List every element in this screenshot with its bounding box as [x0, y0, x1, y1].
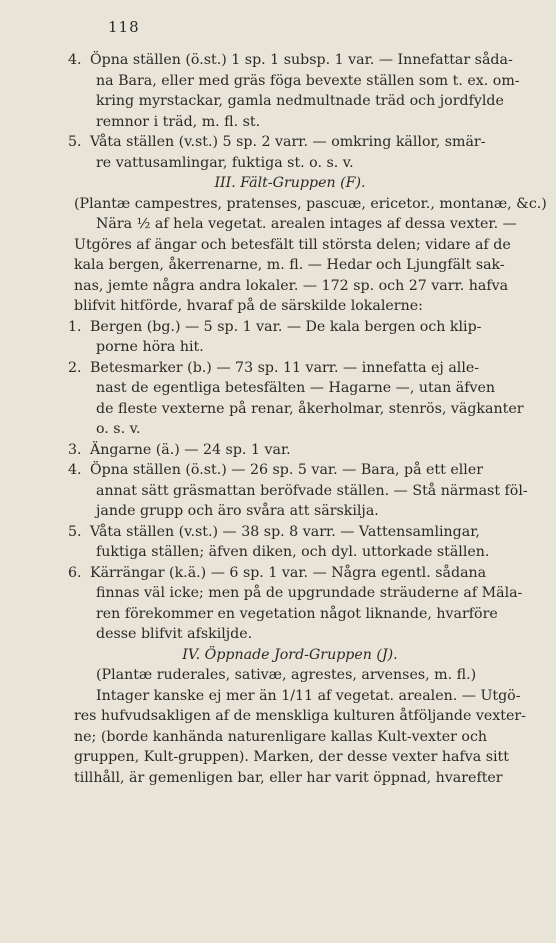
numbered-paragraph-line [68, 358, 506, 379]
line-text: Öpna ställen (ö.st.) 1 sp. 1 subsp. 1 var. — Innefattar såda- [90, 52, 513, 68]
text-line [74, 542, 506, 563]
text-line [74, 747, 509, 768]
line-text: kala bergen, åkerrenarne, m. fl. — Hedar och Ljungfält sak- [74, 257, 505, 273]
line-text: remnor i träd, m. fl. st. [96, 113, 261, 130]
item-number: 5. [68, 134, 82, 150]
text-line [74, 583, 523, 604]
text-line [74, 399, 524, 420]
numbered-paragraph-line [68, 132, 506, 153]
numbered-paragraph-line [68, 317, 506, 338]
item-number: 4. [68, 52, 82, 68]
line-text: fuktiga ställen; äfven diken, och dyl. uttorkade ställen. [96, 544, 490, 560]
line-text: Våta ställen (v.st.) 5 sp. 2 varr. — omkring källor, smär- [90, 134, 486, 150]
line-text: na Bara, eller med gräs föga bevexte ställen som t. ex. om- [96, 72, 520, 89]
text-line [74, 112, 506, 133]
line-text: gruppen, Kult-gruppen). Marken, der desse vexter hafva sitt [74, 749, 509, 765]
line-text: de fleste vexterne på renar, åkerholmar, stenrös, vägkanter [96, 400, 524, 417]
text-line [74, 296, 506, 317]
line-text: (Plantæ campestres, pratenses, pascuæ, ericetor., montanæ, &c.) [74, 195, 547, 212]
item-number: 2. [68, 359, 82, 376]
text-line [74, 276, 509, 297]
line-text: blifvit hitförde, hvaraf på de särskilde lokalerne: [74, 298, 423, 314]
numbered-paragraph-line [68, 50, 513, 71]
text-line [74, 214, 517, 235]
line-text: (Plantæ ruderales, sativæ, agrestes, arvenses, m. fl.) [96, 667, 477, 683]
text-line [74, 706, 526, 727]
item-number: 6. [68, 564, 82, 581]
section-heading [74, 645, 506, 666]
item-number: 5. [68, 523, 82, 540]
line-text: tillhåll, är gemenligen bar, eller har varit öppnad, hvarefter [74, 769, 503, 786]
line-text: ne; (borde kanhända naturenligare kallas Kult-vexter och [74, 728, 488, 745]
text-line [74, 686, 521, 707]
text-body [68, 50, 547, 788]
line-text: Bergen (bg.) — 5 sp. 1 var. — De kala bergen och klip- [90, 318, 482, 335]
text-line [74, 624, 506, 645]
text-line [74, 604, 506, 625]
text-line [74, 194, 547, 215]
section-heading [74, 173, 506, 194]
line-text: Betesmarker (b.) — 73 sp. 11 varr. — innefatta ej alle- [90, 359, 480, 376]
text-line [74, 255, 506, 276]
line-text: re vattusamlingar, fuktiga st. o. s. v. [96, 154, 354, 171]
page-number: 118 [108, 18, 140, 36]
text-line [74, 501, 506, 522]
line-text: Nära ½ af hela vegetat. arealen intages af dessa vexter. — [96, 216, 517, 232]
line-text: o. s. v. [96, 421, 141, 437]
text-line [74, 481, 528, 502]
text-line [74, 235, 511, 256]
numbered-paragraph-line [68, 440, 506, 461]
line-text: Våta ställen (v.st.) — 38 sp. 8 varr. — Vattensamlingar, [90, 523, 480, 540]
text-line [74, 727, 506, 748]
text-line [74, 768, 506, 789]
line-text: finnas väl icke; men på de upgrundade sträuderne af Mäla- [96, 585, 523, 601]
text-line [74, 378, 506, 399]
line-text: IV. Öppnade Jord-Gruppen (J). [182, 646, 398, 663]
text-line [74, 419, 506, 440]
line-text: annat sätt gräsmattan beröfvade ställen. — Stå närmast föl- [96, 482, 528, 499]
text-line [74, 91, 506, 112]
line-text: Utgöres af ängar och betesfält till största delen; vidare af de [74, 236, 511, 253]
numbered-paragraph-line [68, 563, 506, 584]
line-text: desse blifvit afskiljde. [96, 626, 253, 642]
line-text: III. Fält-Gruppen (F). [214, 175, 366, 191]
item-number: 3. [68, 441, 82, 458]
item-number: 1. [68, 318, 82, 335]
line-text: porne höra hit. [96, 339, 204, 355]
text-line [74, 665, 506, 686]
numbered-paragraph-line [68, 460, 506, 481]
line-text: nast de egentliga betesfälten — Hagarne —, utan äfven [96, 380, 496, 396]
line-text: Öpna ställen (ö.st.) — 26 sp. 5 var. — Bara, på ett eller [90, 462, 483, 478]
line-text: Kärrängar (k.ä.) — 6 sp. 1 var. — Några egentl. sådana [90, 564, 487, 581]
text-line [74, 337, 506, 358]
text-line [74, 71, 520, 92]
line-text: ren förekommer en vegetation något liknande, hvarföre [96, 605, 498, 622]
numbered-paragraph-line [68, 522, 506, 543]
item-number: 4. [68, 462, 82, 478]
text-line [74, 153, 506, 174]
line-text: nas, jemte några andra lokaler. — 172 sp. och 27 varr. hafva [74, 277, 509, 294]
line-text: Ängarne (ä.) — 24 sp. 1 var. [90, 441, 291, 458]
line-text: Intager kanske ej mer än 1/11 af vegetat. arealen. — Utgö- [96, 687, 521, 704]
line-text: kring myrstackar, gamla nedmultnade träd och jordfylde [96, 93, 504, 109]
line-text: jande grupp och äro svåra att särskilja. [96, 503, 379, 519]
line-text: res hufvudsakligen af de menskliga kulturen åtföljande vexter- [74, 708, 526, 724]
